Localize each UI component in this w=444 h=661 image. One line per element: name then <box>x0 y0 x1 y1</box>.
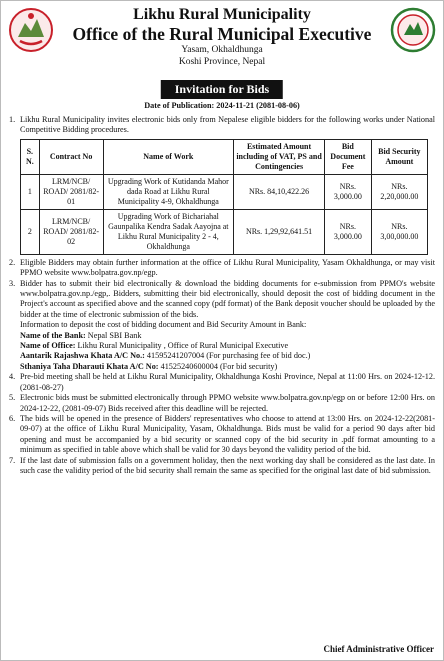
clause-4 <box>9 372 435 393</box>
account-1-value: 41595241207004 (For purchasing fee of bid doc.) <box>144 351 311 361</box>
notice-body <box>9 115 435 476</box>
clause-number: 3. <box>9 278 16 288</box>
office-value: Likhu Rural Municipality , Office of Rural Municipal Executive <box>75 341 289 351</box>
bank-info-intro: Information to deposit the cost of bidding document and Bid Security Amount in Bank: <box>20 320 307 330</box>
account-2-value: 41525240600004 (For bid security) <box>158 361 278 371</box>
cell-work: Upgrading Work of Bichariahal Gaunpalika Kendra Sadak Aayojna at Likhu Rural Municipality 2 - 4, Okhaldhunga <box>103 209 234 254</box>
clause-text: Eligible Bidders may obtain further information at the office of Likhu Rural Municipality, Yasam Okhaldhunga, or may visit PPMO website www.bolpatra.gov.np/egp. <box>20 257 435 278</box>
clause-text: Pre-bid meeting shall be held at Likhu Rural Municipality, Okhaldhunga Koshi Province, Nepal at 11:00 Hrs. on 2024-12-12. (2081-08-27) <box>20 372 435 392</box>
publication-date: Date of Publication: 2024-11-21 (2081-08-06) <box>144 101 300 110</box>
cell-contract: LRM/NCB/ ROAD/ 2081/82-01 <box>39 174 103 209</box>
clause-number: 5. <box>9 393 16 403</box>
clause-2 <box>9 258 435 279</box>
clause-7 <box>9 456 435 477</box>
col-contract: Contract No <box>39 139 103 174</box>
office-label: Name of Office: <box>20 341 76 351</box>
address-line-2: Koshi Province, Nepal <box>178 57 266 67</box>
table-header-row <box>21 139 428 174</box>
col-work: Name of Work <box>103 139 234 174</box>
clause-text: Electronic bids must be submitted electronically through PPMO website www.bolpatra.gov.np/egp on or before 12:00 Hrs. on 2024-12-22, (2081-09-07) Bids received after this deadline will be rejected. <box>20 393 435 413</box>
clause-5 <box>9 393 435 414</box>
cell-amount: NRs. 1,29,92,641.51 <box>234 209 325 254</box>
cell-contract: LRM/NCB/ ROAD/ 2081/82-02 <box>39 209 103 254</box>
cell-sn: 1 <box>21 174 40 209</box>
cell-fee: NRs. 3,000.00 <box>325 174 372 209</box>
clause-text: If the last date of submission falls on a government holiday, then the next working day shall be considered as the last date. In such case the validity period of the bid security shall remain the same as specified for the original last date of bid submission. <box>20 455 435 475</box>
letterhead <box>1 5 443 68</box>
clause-number: 1. <box>9 115 16 124</box>
notice-title: Invitation for Bids <box>161 80 283 99</box>
cell-fee: NRs. 3,000.00 <box>325 209 372 254</box>
clause-3 <box>9 279 435 373</box>
clause-number: 6. <box>9 413 16 423</box>
account-1-label: Aantarik Rajashwa Khata A/C No.: <box>20 351 145 361</box>
col-security: Bid Security Amount <box>371 139 427 174</box>
account-2-label: Sthaniya Taha Dharauti Khata A/C No: <box>20 361 159 371</box>
bank-value: Nepal SBI Bank <box>85 330 142 340</box>
col-fee: Bid Document Fee <box>325 139 372 174</box>
col-amount: Estimated Amount including of VAT, PS and Contingencies <box>234 139 325 174</box>
office-name: Office of the Rural Municipal Executive <box>72 24 372 44</box>
clause-text: Bidder has to submit their bid electronically & download the bidding documents for e-submission from PPMO's website www.bolpatra.gov.np./egp,. Bidders, submitting their bid electronically, should deposit the cost of bidding document in the Project's account as specified above and the scanned copy (pdf format) of the Bank deposit voucher should be uploaded by the bidder at the time of electronic submission of the bids. <box>20 278 435 319</box>
cell-amount: NRs. 84,10,422.26 <box>234 174 325 209</box>
signatory-title: Chief Administrative Officer <box>323 644 434 654</box>
clause-1 <box>9 115 435 136</box>
cell-work: Upgrading Work of Kutidanda Mahor dada Road at Likhu Rural Municipality 4-9, Okhaldhunga <box>103 174 234 209</box>
clause-number: 7. <box>9 455 16 465</box>
cell-security: NRs. 2,20,000.00 <box>371 174 427 209</box>
cell-sn: 2 <box>21 209 40 254</box>
table-row <box>21 209 428 254</box>
bank-label: Name of the Bank: <box>20 330 86 340</box>
clause-number: 2. <box>9 257 16 267</box>
table-row <box>21 174 428 209</box>
municipality-name: Likhu Rural Municipality <box>133 6 311 23</box>
clause-text: The bids will be opened in the presence of Bidders' representatives who choose to attend at 13:00 Hrs. on 2024-12-22(2081-09-07) at the office of Likhu Rural Municipality, Yasam, Okhaldhunga. Bids must be valid for a period 90 days after bid opening and must be accompanied by a bid security or scanned copy of the bid security in .pdf format amounting to a minimum as specified in table above which shall be valid for 30 days beyond the validity period of the bid. <box>20 413 435 455</box>
address-line-1: Yasam, Okhaldhunga <box>181 45 263 55</box>
clause-text: Likhu Rural Municipality invites electronic bids only from Nepalese eligible bidders for the following works under National Competitive Bidding procedures. <box>20 115 435 135</box>
clause-number: 4. <box>9 372 16 382</box>
cell-security: NRs. 3,00,000.00 <box>371 209 427 254</box>
clause-6 <box>9 414 435 456</box>
works-table <box>20 139 428 255</box>
col-sn: S. N. <box>21 139 40 174</box>
